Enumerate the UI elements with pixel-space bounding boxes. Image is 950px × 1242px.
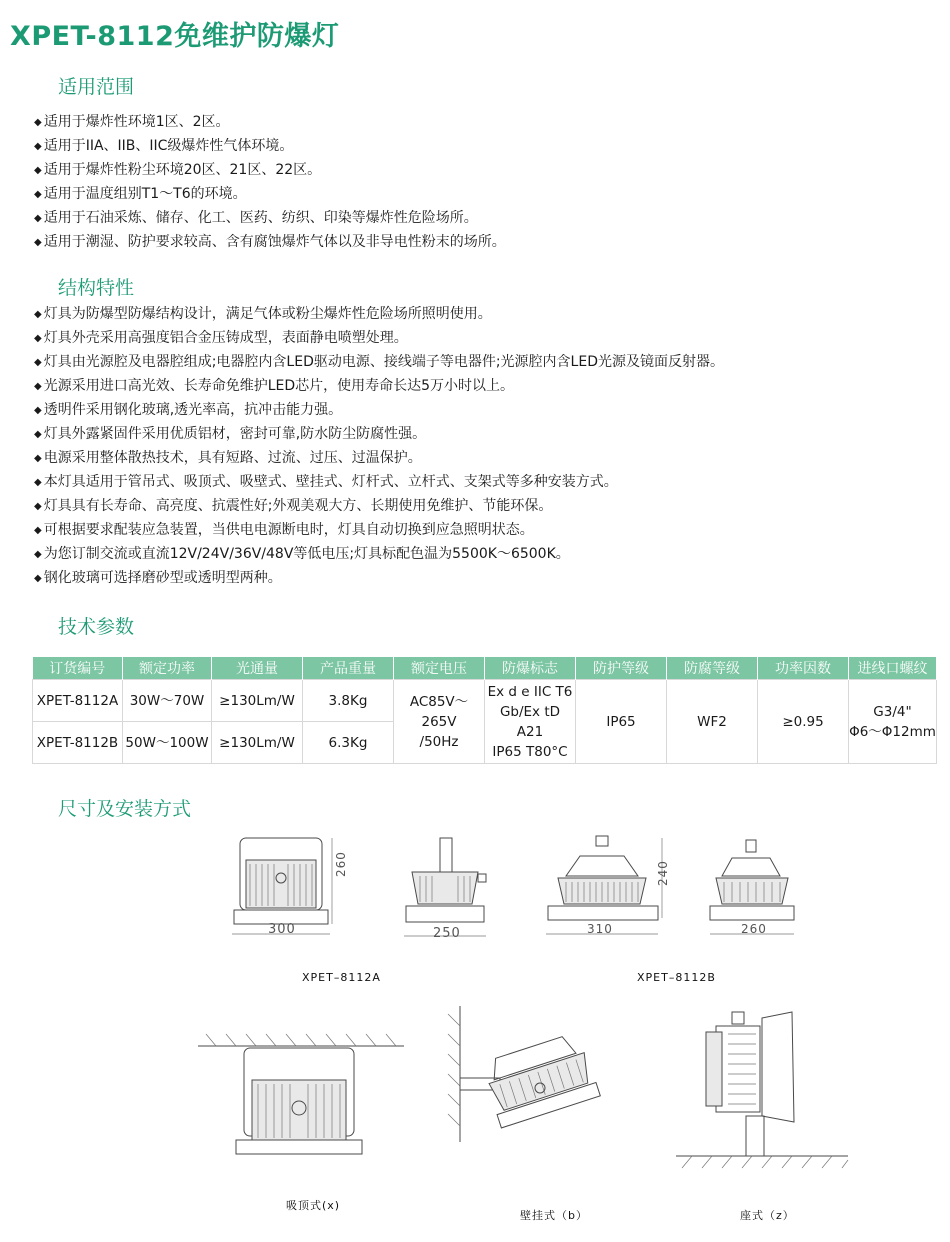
diamond-bullet-icon: ◆ [34, 501, 42, 512]
dim-b-width: 310 [587, 922, 613, 936]
ex-mark-cell: Ex d e IIC T6 Gb/Ex tD A21 IP65 T80°C [485, 680, 576, 764]
diamond-bullet-icon: ◆ [34, 525, 42, 536]
diamond-bullet-icon: ◆ [34, 213, 42, 224]
dim-a-side: 250 [433, 926, 461, 941]
diamond-bullet-icon: ◆ [34, 381, 42, 392]
table-row [33, 680, 937, 722]
power-cell: 30W～70W [123, 680, 212, 722]
list-item: ◆ 灯具具有长寿命、高亮度、抗震性好;外观美观大方、长期使用免维护、节能环保。 [34, 498, 553, 514]
list-item: ◆ 适用于IIA、IIB、IIC级爆炸性气体环境。 [34, 138, 294, 154]
weight-cell: 6.3Kg [303, 722, 394, 764]
list-item: ◆ 适用于爆炸性粉尘环境20区、21区、22区。 [34, 162, 322, 178]
column-header: 产品重量 [303, 657, 394, 680]
features-heading: 结构特性 [58, 277, 135, 299]
spec-table-header [33, 657, 937, 680]
list-item: ◆ 灯具由光源腔及电器腔组成;电器腔内含LED驱动电源、接线端子等电器件;光源腔内含LED光源及镜面反射器。 [34, 354, 724, 370]
diamond-bullet-icon: ◆ [34, 429, 42, 440]
power-factor-cell: ≥0.95 [758, 680, 849, 764]
flux-cell: ≥130Lm/W [212, 722, 303, 764]
voltage-cell: AC85V～265V /50Hz [394, 680, 485, 764]
diamond-bullet-icon: ◆ [34, 117, 42, 128]
column-header: 防腐等级 [667, 657, 758, 680]
power-cell: 50W～100W [123, 722, 212, 764]
model-cell: XPET-8112B [33, 722, 123, 764]
diamond-bullet-icon: ◆ [34, 357, 42, 368]
diamond-bullet-icon: ◆ [34, 141, 42, 152]
list-item: ◆ 钢化玻璃可选择磨砂型或透明型两种。 [34, 570, 282, 586]
column-header: 订货编号 [33, 657, 123, 680]
list-item: ◆ 灯具为防爆型防爆结构设计，满足气体或粉尘爆炸性危险场所照明使用。 [34, 306, 492, 322]
flux-cell: ≥130Lm/W [212, 680, 303, 722]
diamond-bullet-icon: ◆ [34, 405, 42, 416]
scope-heading: 适用范围 [58, 76, 135, 98]
diamond-bullet-icon: ◆ [34, 549, 42, 560]
diamond-bullet-icon: ◆ [34, 237, 42, 248]
model-a-caption: XPET–8112A [302, 971, 381, 984]
list-item: ◆ 适用于石油采炼、储存、化工、医药、纺织、印染等爆炸性危险场所。 [34, 210, 478, 226]
mount-z-caption: 座式（z） [740, 1209, 795, 1222]
pedestal-mount-drawing [672, 1004, 852, 1174]
specs-heading: 技术参数 [58, 616, 135, 638]
column-header: 功率因数 [758, 657, 849, 680]
page-title: XPET-8112免维护防爆灯 [10, 21, 340, 52]
dim-a-width: 300 [268, 922, 296, 937]
thread-cell: G3/4" Φ6～Φ12mm [849, 680, 937, 764]
diamond-bullet-icon: ◆ [34, 477, 42, 488]
weight-cell: 3.8Kg [303, 680, 394, 722]
diamond-bullet-icon: ◆ [34, 165, 42, 176]
protection-cell: IP65 [576, 680, 667, 764]
list-item: ◆ 灯具外露紧固件采用优质铝材，密封可靠,防水防尘防腐性强。 [34, 426, 427, 442]
column-header: 光通量 [212, 657, 303, 680]
diamond-bullet-icon: ◆ [34, 189, 42, 200]
list-item: ◆ 光源采用进口高光效、长寿命免维护LED芯片，使用寿命长达5万小时以上。 [34, 378, 515, 394]
model-cell: XPET-8112A [33, 680, 123, 722]
ceiling-mount-drawing [196, 1024, 406, 1164]
list-item: ◆ 适用于潮湿、防护要求较高、含有腐蚀爆炸气体以及非导电性粉末的场所。 [34, 234, 506, 250]
model-b-caption: XPET–8112B [637, 971, 716, 984]
diamond-bullet-icon: ◆ [34, 309, 42, 320]
diamond-bullet-icon: ◆ [34, 453, 42, 464]
list-item: ◆ 透明件采用钢化玻璃,透光率高，抗冲击能力强。 [34, 402, 343, 418]
list-item: ◆ 为您订制交流或直流12V/24V/36V/48V等低电压;灯具标配色温为5500K～6500K。 [34, 546, 570, 562]
list-item: ◆ 适用于爆炸性环境1区、2区。 [34, 114, 230, 130]
column-header: 防爆标志 [485, 657, 576, 680]
column-header: 进线口螺纹 [849, 657, 937, 680]
wall-mount-drawing [446, 1004, 616, 1144]
dim-a-height: 260 [334, 851, 348, 877]
column-header: 防护等级 [576, 657, 667, 680]
list-item: ◆ 本灯具适用于管吊式、吸顶式、吸壁式、壁挂式、灯杆式、立杆式、支架式等多种安装方式。 [34, 474, 618, 490]
spec-table [32, 657, 937, 764]
list-item: ◆ 电源采用整体散热技术，具有短路、过流、过压、过温保护。 [34, 450, 422, 466]
list-item: ◆ 适用于温度组别T1～T6的环境。 [34, 186, 247, 202]
mount-b-caption: 壁挂式（b） [520, 1209, 588, 1222]
model-a-side-drawing [400, 834, 495, 940]
list-item: ◆ 可根据要求配装应急装置，当供电电源断电时，灯具自动切换到应急照明状态。 [34, 522, 534, 538]
anticorrosion-cell: WF2 [667, 680, 758, 764]
column-header: 额定电压 [394, 657, 485, 680]
column-header: 额定功率 [123, 657, 212, 680]
features-list [34, 302, 724, 590]
dim-b-height: 240 [656, 860, 670, 886]
diamond-bullet-icon: ◆ [34, 573, 42, 584]
list-item: ◆ 灯具外壳采用高强度铝合金压铸成型，表面静电喷塑处理。 [34, 330, 408, 346]
diamond-bullet-icon: ◆ [34, 333, 42, 344]
install-heading: 尺寸及安装方式 [58, 798, 192, 820]
scope-list [34, 110, 506, 254]
dim-b-side: 260 [741, 922, 767, 936]
mount-x-caption: 吸顶式(x) [286, 1199, 341, 1212]
